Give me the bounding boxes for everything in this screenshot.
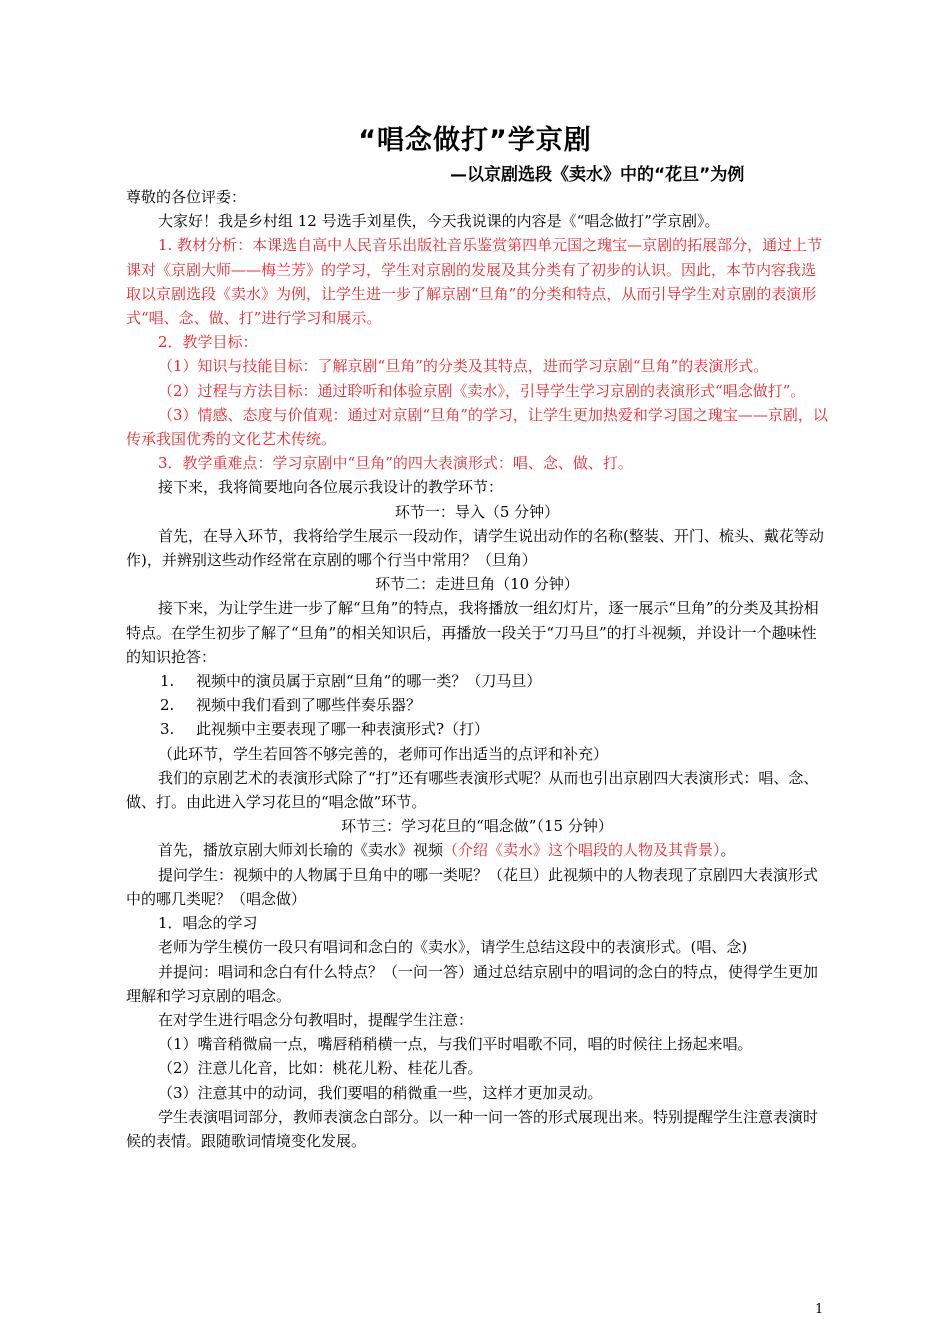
document-body — [126, 185, 828, 1153]
step3-heading: 环节三：学习花旦的“唱念做”（15 分钟） — [341, 817, 613, 836]
intro-paragraph: 大家好！我是乡村组 12 号选手刘星佚，今天我说课的内容是《“唱念做打”学京剧》。 — [158, 212, 720, 231]
question-text: 此视频中主要表现了哪一种表演形式?（打） — [196, 720, 490, 739]
step2-paragraph: 接下来，为让学生进一步了解“旦角”的特点，我将播放一组幻灯片，逐一展示“旦角”的分类及其扮相特点。在学生初步了解了“旦角”的相关知识后，再播放一段关于“刀马旦”的打斗视频，并设计一个趣味性的知识抢答： — [126, 599, 819, 666]
singing-paragraph-2: 并提问：唱词和念白有什么特点？（一问一答）通过总结京剧中的唱词的念白的特点，使得学生更加理解和学习京剧的唱念。 — [126, 962, 819, 1005]
question-item — [126, 717, 828, 741]
singing-paragraph-3: 在对学生进行唱念分句教唱时，提醒学生注意： — [158, 1010, 474, 1029]
question-number: 3. — [160, 720, 175, 739]
goal-process-method: （2）过程与方法目标：通过聆听和体验京剧《卖水》，引导学生学习京剧的表演形式“唱念做打”。 — [158, 381, 806, 400]
section-key-points: 3．教学重难点：学习京剧中“旦角”的四大表演形式：唱、念、做、打。 — [158, 454, 633, 473]
greeting: 尊敬的各位评委： — [126, 188, 247, 206]
document-subtitle: —以京剧选段《卖水》中的“花旦”为例 — [450, 165, 745, 185]
question-text: 视频中我们看到了哪些伴奏乐器？ — [196, 696, 422, 715]
question-item — [126, 669, 828, 693]
step2-ending-paragraph: 我们的京剧艺术的表演形式除了“打”还有哪些表演形式呢？从而也引出京剧四大表演形式：唱、念、做、打。由此进入学习花旦的“唱念做”环节。 — [126, 768, 819, 812]
question-number: 1. — [160, 672, 175, 691]
document-title: “唱念做打”学京剧 — [358, 125, 592, 156]
step3-text-start: 首先，播放京剧大师刘长瑜的《卖水》视频 — [158, 841, 444, 860]
goal-knowledge-skills: （1）知识与技能目标：了解京剧“旦角”的分类及其特点，进而学习京剧“旦角”的表演形式。 — [158, 357, 769, 376]
step3-text-end: 。 — [720, 841, 736, 860]
subsection-singing-heading: 1．唱念的学习 — [158, 914, 258, 933]
step3-text-highlight: （介绍《卖水》这个唱段的人物及其背景） — [443, 841, 721, 860]
step2-heading: 环节二：走进旦角（10 分钟） — [375, 575, 579, 594]
step1-heading: 环节一：导入（5 分钟） — [394, 502, 560, 521]
teacher-note: （此环节，学生若回答不够完善的，老师可作出适当的点评和补充） — [158, 744, 609, 763]
question-number: 2. — [160, 696, 175, 715]
section-teaching-goals-heading: 2．教学目标： — [158, 333, 258, 352]
step3-question-paragraph: 提问学生：视频中的人物属于旦角中的哪一类呢？（花旦）此视频中的人物表现了京剧四大表演形式中的哪几类呢？（唱念做） — [126, 865, 819, 908]
singing-tip: （1）嘴音稍微扁一点，嘴唇稍稍横一点，与我们平时唱歌不同，唱的时候往上扬起来唱。 — [158, 1035, 753, 1054]
singing-tip: （2）注意儿化音，比如：桃花儿粉、桂花儿香。 — [158, 1059, 483, 1078]
final-paragraph: 学生表演唱词部分，教师表演念白部分。以一种一问一答的形式展现出来。特别提醒学生注意表演时候的表情。跟随歌词情境变化发展。 — [126, 1107, 819, 1150]
question-text: 视频中的演员属于京剧“旦角”的哪一类？（刀马旦） — [196, 672, 542, 691]
singing-paragraph-1: 老师为学生模仿一段只有唱词和念白的《卖水》，请学生总结这段中的表演形式。(唱、念) — [158, 938, 748, 957]
goal-emotion-values: （3）情感、态度与价值观：通过对京剧“旦角”的学习，让学生更加热爱和学习国之瑰宝——京剧，以传承我国优秀的文化艺术传统。 — [126, 405, 828, 449]
step3-paragraph — [126, 838, 828, 862]
singing-tip: （3）注意其中的动词，我们要唱的稍微重一些，这样才更加灵动。 — [158, 1083, 603, 1102]
transition-paragraph: 接下来，我将简要地向各位展示我设计的教学环节： — [158, 478, 504, 497]
question-item — [126, 693, 828, 717]
section-textbook-analysis — [126, 233, 828, 330]
step1-paragraph: 首先，在导入环节，我将给学生展示一段动作，请学生说出动作的名称(整装、开门、梳头、戴花等动作)，并辨别这些动作经常在京剧的哪个行当中常用？（旦角） — [126, 526, 824, 570]
section-textbook-analysis-text: 1. 教材分析：本课选自高中人民音乐出版社音乐鉴赏第四单元国之瑰宝—京剧的拓展部分，通过上节课对《京剧大师——梅兰芳》的学习，学生对京剧的发展及其分类有了初步的认识。因此，本节内容我选取以京剧选段《卖水》为例，让学生进一步了解京剧“旦角”的分类和特点，从而引导学生对京剧的表演形式“唱、念、做、打”进行学习和展示。 — [126, 236, 823, 328]
page-number: 1 — [815, 1302, 824, 1317]
